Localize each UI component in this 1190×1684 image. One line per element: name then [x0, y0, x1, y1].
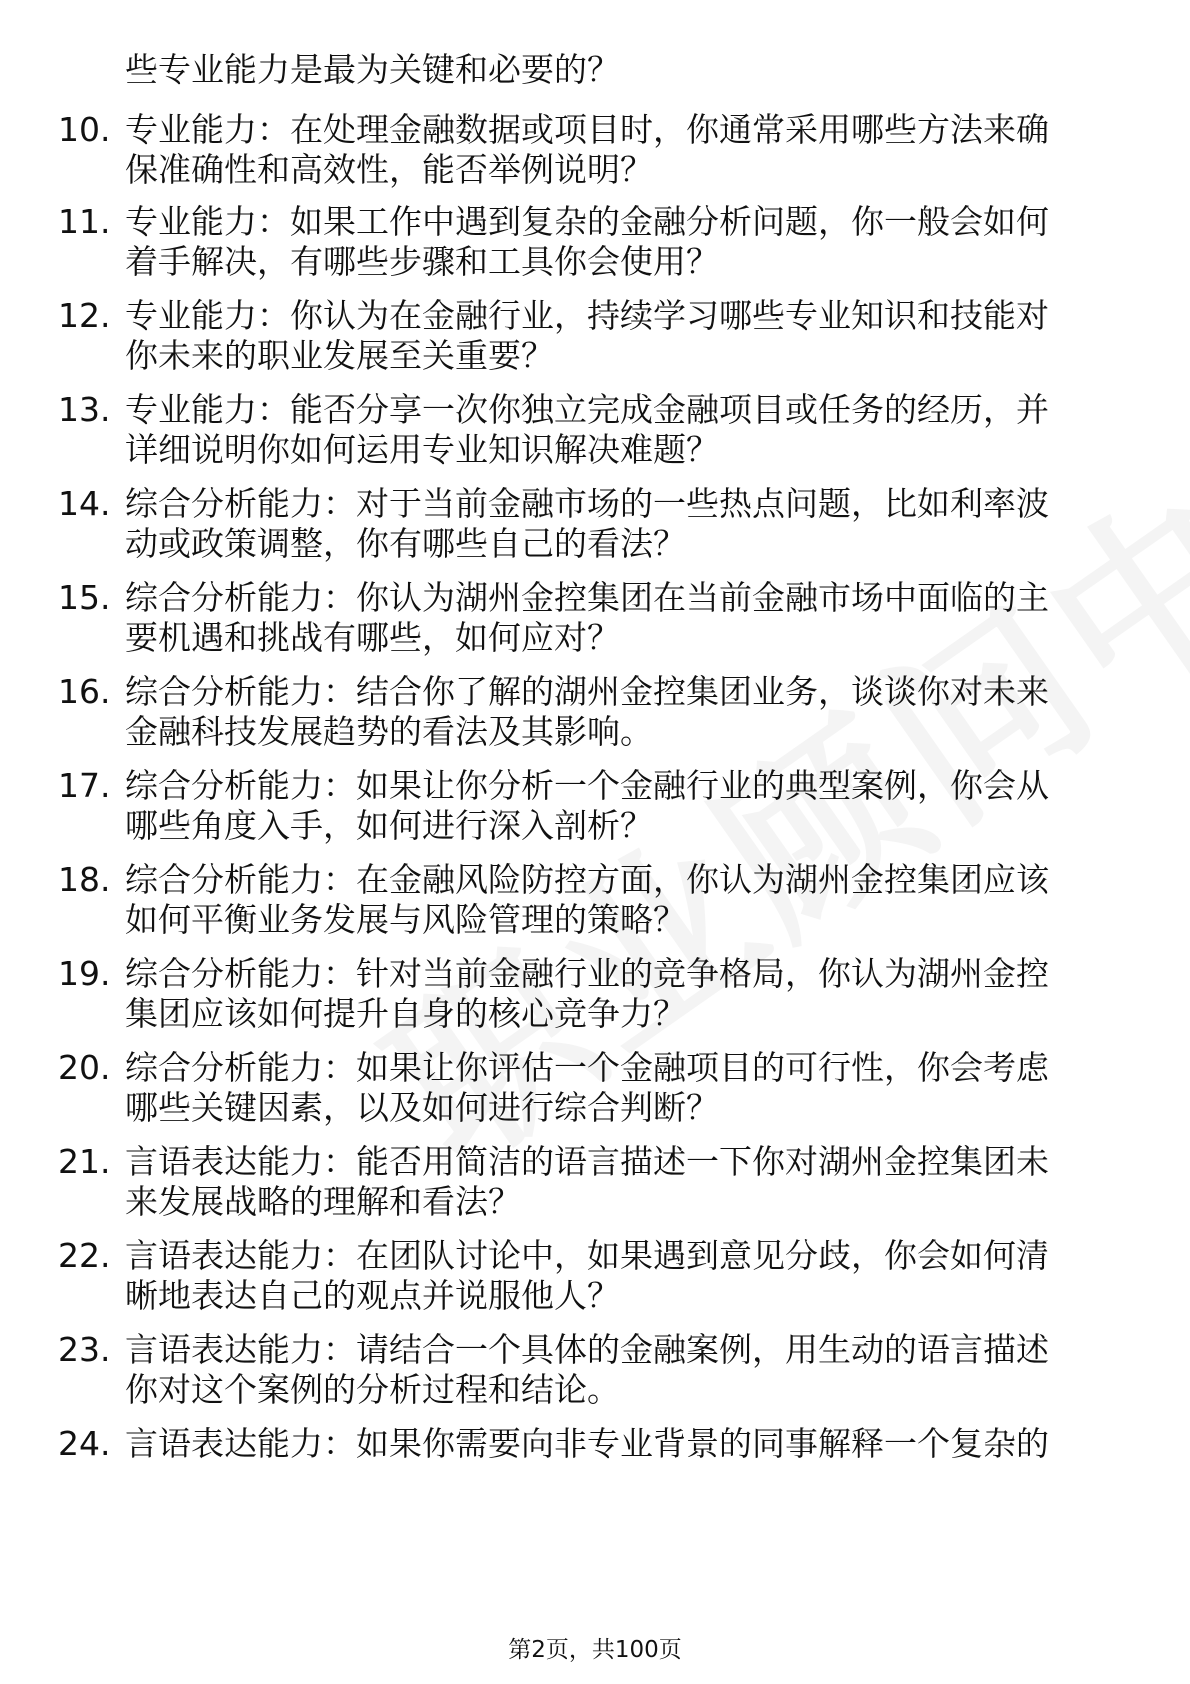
question-text [125, 484, 1060, 564]
question-line: 专业能力：你认为在金融行业，持续学习哪些专业知识和技能对 [125, 296, 1049, 335]
question-text [125, 1048, 1060, 1128]
question-line: 着手解决，有哪些步骤和工具你会使用？ [125, 242, 719, 281]
question-line: 来发展战略的理解和看法？ [125, 1182, 521, 1221]
question-number: 14. [58, 484, 111, 523]
question-line: 综合分析能力：结合你了解的湖州金控集团业务，谈谈你对未来 [125, 672, 1049, 711]
question-number: 19. [58, 954, 111, 993]
question-line: 综合分析能力：如果让你分析一个金融行业的典型案例，你会从 [125, 766, 1049, 805]
question-line: 言语表达能力：如果你需要向非专业背景的同事解释一个复杂的 [125, 1424, 1049, 1463]
question-number: 13. [58, 390, 111, 429]
question-text [125, 672, 1060, 752]
question-line: 哪些关键因素，以及如何进行综合判断？ [125, 1088, 719, 1127]
question-line: 你未来的职业发展至关重要？ [125, 336, 554, 375]
question-text [125, 1330, 1060, 1410]
question-line: 动或政策调整，你有哪些自己的看法？ [125, 524, 686, 563]
question-line: 你对这个案例的分析过程和结论。 [125, 1370, 620, 1409]
question-number: 12. [58, 296, 111, 335]
question-number: 15. [58, 578, 111, 617]
question-text [125, 1424, 1060, 1464]
question-number: 11. [58, 202, 111, 241]
question-line: 哪些角度入手，如何进行深入剖析？ [125, 806, 653, 845]
question-number: 24. [58, 1424, 111, 1463]
question-line: 专业能力：能否分享一次你独立完成金融项目或任务的经历，并 [125, 390, 1049, 429]
question-line: 言语表达能力：请结合一个具体的金融案例，用生动的语言描述 [125, 1330, 1049, 1369]
question-text [125, 578, 1060, 658]
question-text [125, 390, 1060, 470]
question-text [125, 296, 1060, 376]
question-line: 如何平衡业务发展与风险管理的策略？ [125, 900, 686, 939]
question-line: 晰地表达自己的观点并说服他人？ [125, 1276, 620, 1315]
question-number: 16. [58, 672, 111, 711]
question-line: 详细说明你如何运用专业知识解决难题？ [125, 430, 719, 469]
question-line: 专业能力：在处理金融数据或项目时，你通常采用哪些方法来确 [125, 110, 1049, 149]
question-text [125, 954, 1060, 1034]
question-number: 22. [58, 1236, 111, 1275]
question-number: 21. [58, 1142, 111, 1181]
question-line: 言语表达能力：在团队讨论中，如果遇到意见分歧，你会如何清 [125, 1236, 1049, 1275]
question-line: 要机遇和挑战有哪些，如何应对？ [125, 618, 620, 657]
question-line: 综合分析能力：在金融风险防控方面，你认为湖州金控集团应该 [125, 860, 1049, 899]
question-text [125, 110, 1060, 190]
question-text [125, 766, 1060, 846]
question-line: 综合分析能力：如果让你评估一个金融项目的可行性，你会考虑 [125, 1048, 1049, 1087]
question-line: 保准确性和高效性，能否举例说明？ [125, 150, 653, 189]
question-line: 综合分析能力：你认为湖州金控集团在当前金融市场中面临的主 [125, 578, 1049, 617]
question-line: 综合分析能力：针对当前金融行业的竞争格局，你认为湖州金控 [125, 954, 1049, 993]
question-line: 综合分析能力：对于当前金融市场的一些热点问题，比如利率波 [125, 484, 1049, 523]
question-line: 专业能力：如果工作中遇到复杂的金融分析问题，你一般会如何 [125, 202, 1049, 241]
continuation-line: 些专业能力是最为关键和必要的？ [125, 50, 620, 89]
question-number: 23. [58, 1330, 111, 1369]
question-number: 18. [58, 860, 111, 899]
question-number: 20. [58, 1048, 111, 1087]
question-text [125, 1236, 1060, 1316]
question-number: 17. [58, 766, 111, 805]
question-text [125, 202, 1060, 282]
question-line: 集团应该如何提升自身的核心竞争力？ [125, 994, 686, 1033]
question-line: 言语表达能力：能否用简洁的语言描述一下你对湖州金控集团未 [125, 1142, 1049, 1181]
page-footer: 第2页，共100页 [508, 1637, 682, 1663]
question-text [125, 1142, 1060, 1222]
question-line: 金融科技发展趋势的看法及其影响。 [125, 712, 653, 751]
question-number: 10. [58, 110, 111, 149]
question-text [125, 860, 1060, 940]
